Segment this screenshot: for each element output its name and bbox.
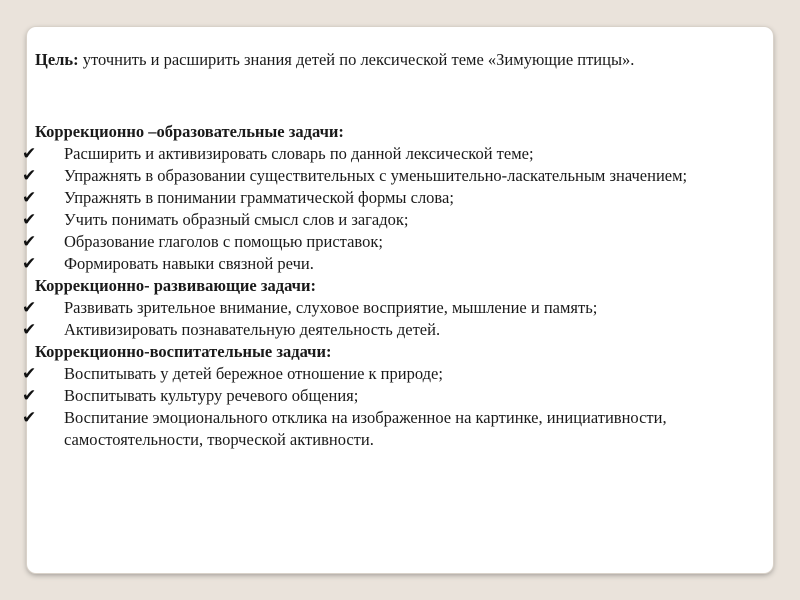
checkmark-icon: ✔ <box>22 144 37 164</box>
task-text: Образование глаголов с помощью приставок; <box>64 232 383 251</box>
task-text: Активизировать познавательную деятельность детей. <box>64 320 441 339</box>
checkmark-icon: ✔ <box>22 298 37 318</box>
checkmark-icon: ✔ <box>22 320 37 340</box>
task-list <box>22 363 767 451</box>
checkmark-icon: ✔ <box>22 408 37 428</box>
checkmark-icon: ✔ <box>22 386 37 406</box>
task-text: Учить понимать образный смысл слов и загадок; <box>64 210 409 229</box>
task-text: Упражнять в понимании грамматической формы слова; <box>64 188 454 207</box>
goal-statement <box>35 50 765 70</box>
checkmark-icon: ✔ <box>22 254 37 274</box>
task-item <box>22 407 767 451</box>
task-item <box>22 165 767 187</box>
section-developmental <box>22 275 767 341</box>
task-list <box>22 143 767 275</box>
task-list <box>22 297 767 341</box>
task-text: Расширить и активизировать словарь по данной лексической теме; <box>64 144 534 163</box>
section-heading: Коррекционно-воспитательные задачи: <box>35 342 332 361</box>
task-text: Упражнять в образовании существительных с уменьшительно-ласкательным значением; <box>64 166 688 185</box>
task-item <box>22 297 767 319</box>
task-text: Воспитывать культуру речевого общения; <box>64 386 359 405</box>
task-item <box>22 385 767 407</box>
section-heading: Коррекционно- развивающие задачи: <box>35 276 316 295</box>
checkmark-icon: ✔ <box>22 232 37 252</box>
task-text: Воспитание эмоционального отклика на изображенное на картинке, инициативности, самостоятельности, творческой активности. <box>64 408 667 449</box>
section-upbringing <box>22 341 767 451</box>
checkmark-icon: ✔ <box>22 210 37 230</box>
section-educational <box>22 121 767 275</box>
task-text: Формировать навыки связной речи. <box>64 254 314 273</box>
checkmark-icon: ✔ <box>22 364 37 384</box>
task-item <box>22 363 767 385</box>
section-heading: Коррекционно –образовательные задачи: <box>35 122 344 141</box>
goal-label: Цель: <box>35 50 79 69</box>
task-item <box>22 231 767 253</box>
goal-text: уточнить и расширить знания детей по лексической теме «Зимующие птицы». <box>78 50 635 69</box>
task-item <box>22 187 767 209</box>
task-item <box>22 209 767 231</box>
task-item <box>22 253 767 275</box>
task-item <box>22 143 767 165</box>
slide-card <box>22 27 773 573</box>
tasks-content <box>22 121 767 451</box>
checkmark-icon: ✔ <box>22 166 37 186</box>
checkmark-icon: ✔ <box>22 188 37 208</box>
task-text: Развивать зрительное внимание, слуховое восприятие, мышление и память; <box>64 298 598 317</box>
task-text: Воспитывать у детей бережное отношение к природе; <box>64 364 443 383</box>
task-item <box>22 319 767 341</box>
